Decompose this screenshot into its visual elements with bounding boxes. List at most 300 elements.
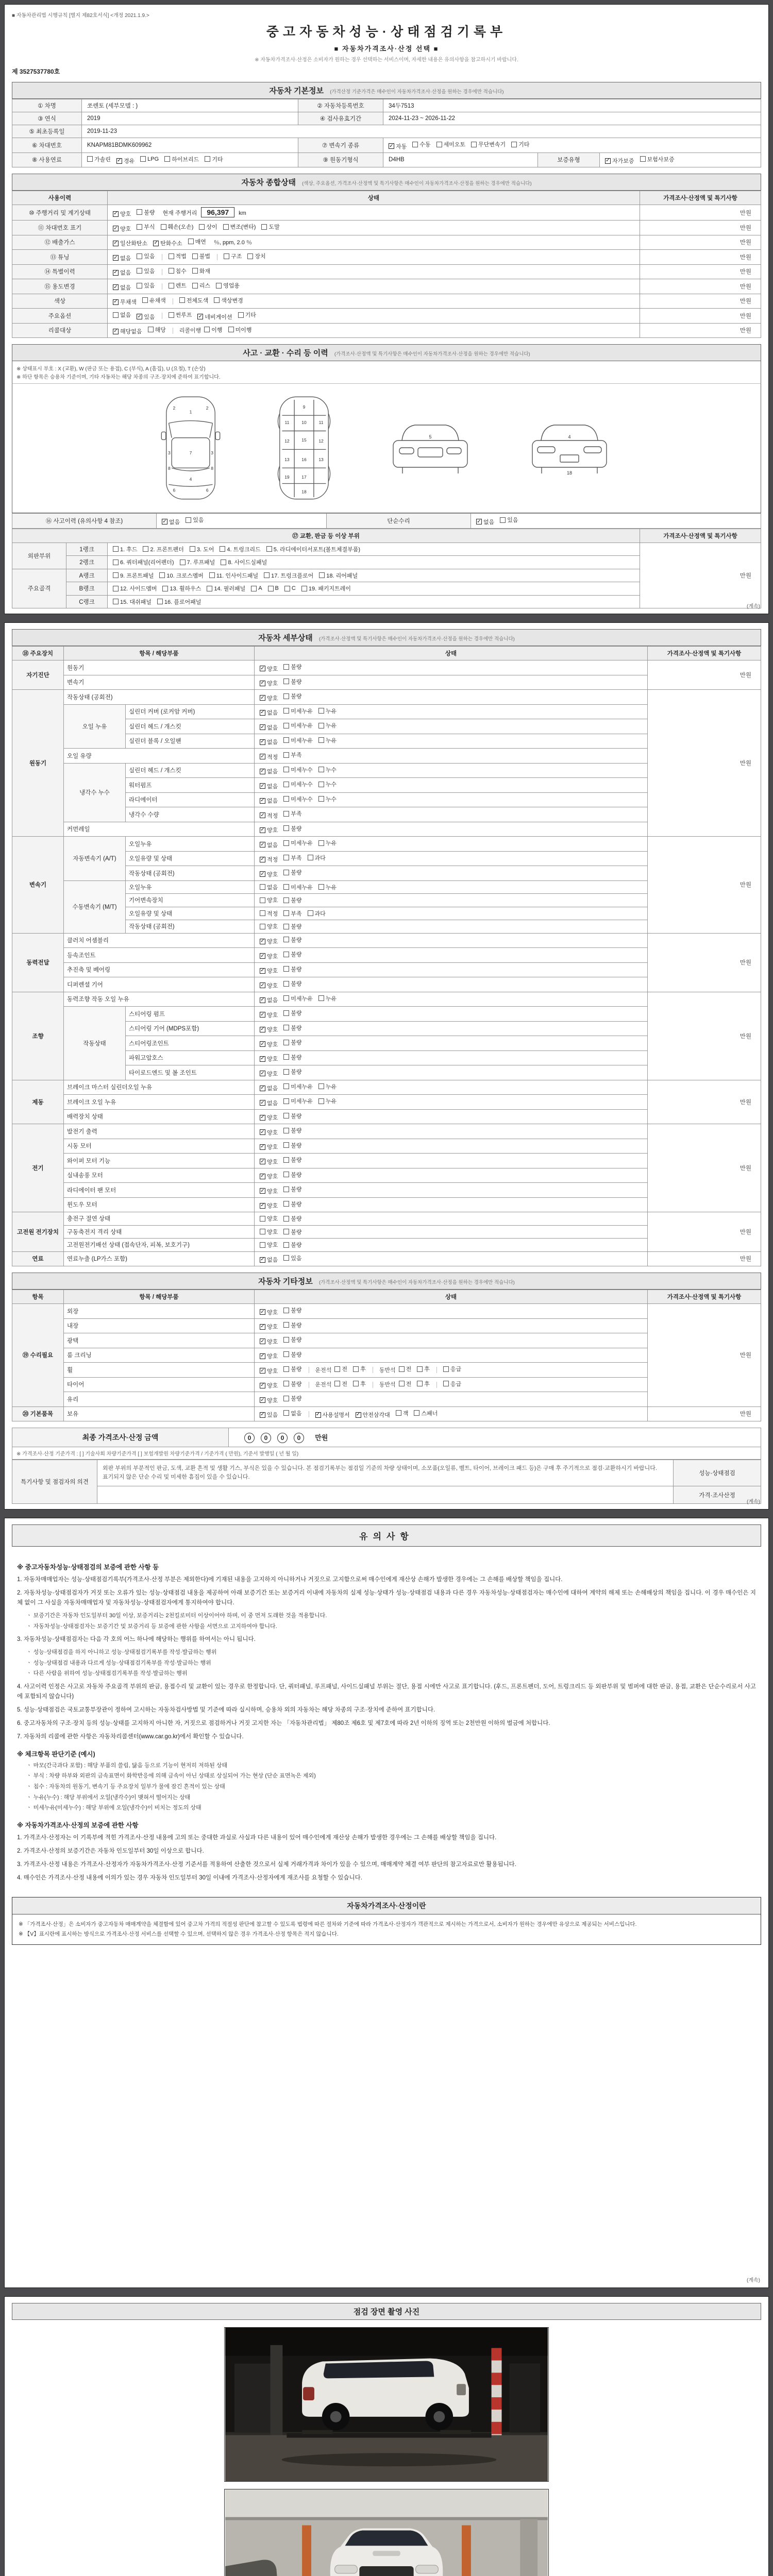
checkbox-8. 사이드실패널[interactable] (221, 558, 267, 566)
checkbox-양호[interactable] (260, 967, 278, 975)
checkbox-네비게이션[interactable] (197, 313, 232, 321)
checkbox-양호[interactable] (260, 1214, 278, 1223)
checkbox-7. 루프패널[interactable] (180, 558, 215, 566)
checkbox-기타[interactable] (205, 155, 223, 163)
checkbox-잭[interactable] (396, 1409, 409, 1417)
checkbox-A[interactable] (251, 585, 262, 591)
checkbox-label: 해당 (155, 327, 166, 333)
checkbox-없음[interactable] (260, 1084, 278, 1092)
checkbox-양호[interactable] (260, 1323, 278, 1331)
checkbox-16. 플로어패널[interactable] (157, 598, 201, 606)
checkbox-불량[interactable] (283, 1053, 301, 1061)
checkbox-해당[interactable] (148, 326, 166, 334)
checkbox-없음[interactable] (113, 283, 131, 292)
checkbox-양호[interactable] (260, 1172, 278, 1180)
checkbox-양호[interactable] (260, 665, 278, 673)
checkbox-미세누유[interactable] (283, 707, 313, 715)
detail-item-label: 브레이크 마스터 실린더오일 누유 (64, 1080, 255, 1095)
checkbox-누유[interactable] (318, 1082, 337, 1091)
detail-group-label: 자기진단 (12, 660, 64, 690)
checkbox-누유[interactable] (318, 1097, 337, 1105)
checkbox-양호[interactable] (260, 870, 278, 878)
checkbox-양호[interactable] (260, 1228, 278, 1236)
checkbox-label: 없음 (267, 783, 278, 790)
checkbox-적정[interactable] (260, 811, 278, 820)
checkbox-있음[interactable] (500, 516, 518, 524)
checkbox-양호[interactable] (260, 1352, 278, 1360)
checkbox-불량[interactable] (137, 208, 155, 216)
checkbox-양호[interactable] (260, 1158, 278, 1166)
checkbox-양호[interactable] (260, 1128, 278, 1137)
detail-item-state (255, 1139, 648, 1154)
checkbox-미세누유[interactable] (283, 1097, 313, 1105)
checkbox-미세누수[interactable] (283, 766, 313, 774)
checkbox-5. 라디에이터서포트(볼트체결부품)[interactable] (266, 545, 360, 553)
checkbox-icon (137, 253, 142, 259)
checkbox-없음[interactable] (260, 841, 278, 849)
checkbox-양호[interactable] (260, 1241, 278, 1249)
price-unit: 만원 (640, 323, 761, 338)
checkbox-누수[interactable] (318, 766, 337, 774)
checkbox-13. 휠하우스[interactable] (162, 584, 201, 592)
checkbox-양호[interactable] (260, 694, 278, 702)
checkbox-자동[interactable] (389, 142, 407, 150)
checkbox-미세누유[interactable] (283, 1082, 313, 1091)
checkbox-불량[interactable] (283, 1365, 301, 1373)
checkbox-미세누유[interactable] (283, 736, 313, 744)
checkbox-label: 불량 (291, 924, 302, 930)
checkbox-구조[interactable] (224, 252, 242, 260)
checkbox-12. 사이드멤버[interactable] (113, 584, 157, 592)
checkbox-icon (318, 767, 324, 772)
checkbox-불량[interactable] (283, 1394, 301, 1402)
checkbox-부족[interactable] (283, 751, 301, 759)
checkbox-과다[interactable] (308, 909, 326, 918)
etc-item-label: 외장 (64, 1304, 255, 1319)
checkbox-전[interactable] (334, 1365, 347, 1373)
checkbox-응급[interactable] (443, 1380, 461, 1388)
checkbox-누유[interactable] (318, 736, 337, 744)
checkbox-불량[interactable] (283, 1200, 301, 1208)
checkbox-불량[interactable] (283, 868, 301, 876)
checkbox-label: 불량 (144, 209, 155, 216)
checkbox-양호[interactable] (260, 896, 278, 904)
overall-row-label: 색상 (12, 294, 108, 309)
checkbox-17. 트렁크플로어[interactable] (264, 571, 313, 580)
checkbox-없음[interactable] (283, 1409, 301, 1417)
checkbox-썬루프[interactable] (169, 311, 192, 319)
checkbox-label: 양호 (267, 666, 278, 672)
checkbox-렌트[interactable] (169, 281, 187, 290)
checkbox-B[interactable] (268, 585, 279, 591)
checkbox-불량[interactable] (283, 1024, 301, 1032)
checkbox-불량[interactable] (283, 1112, 301, 1120)
checkbox-없음[interactable] (113, 254, 131, 262)
checkbox-변조(변타)[interactable] (223, 223, 256, 231)
checkbox-사용설명서[interactable] (315, 1411, 350, 1419)
checkbox-label: 10. 크로스멤버 (166, 572, 204, 579)
checkbox-불량[interactable] (283, 1380, 301, 1388)
checkbox-부족[interactable] (283, 809, 301, 818)
svg-text:3: 3 (211, 450, 213, 455)
checkbox-icon (143, 546, 148, 552)
checkbox-불량[interactable] (283, 1171, 301, 1179)
checkbox-icon (283, 924, 289, 929)
checkbox-icon (266, 546, 272, 552)
checkbox-label: 누수 (325, 796, 337, 803)
checkbox-영업용[interactable] (216, 281, 240, 290)
checkbox-상이[interactable] (199, 223, 217, 231)
checkbox-icon (192, 268, 198, 274)
checkbox-label: 있음 (144, 314, 155, 320)
checkbox-양호[interactable] (260, 1187, 278, 1195)
checkbox-불량[interactable] (283, 1009, 301, 1017)
checkbox-미세누수[interactable] (283, 795, 313, 803)
checkbox-불량[interactable] (283, 1350, 301, 1359)
checkbox-icon (180, 560, 186, 565)
checkbox-있음[interactable] (186, 516, 204, 524)
checkbox-후[interactable] (417, 1365, 430, 1373)
checkbox-없음[interactable] (260, 767, 278, 775)
checkbox-label: 양호 (267, 827, 278, 834)
checkbox-label: 일산화탄소 (120, 241, 148, 247)
checkbox-icon (318, 796, 324, 802)
detail-group-label: 원동기 (12, 690, 64, 837)
checkbox-기타[interactable] (238, 311, 256, 319)
overall-col-state: 상태 (108, 191, 640, 205)
checkbox-응급[interactable] (443, 1365, 461, 1373)
checkbox-후[interactable] (353, 1365, 366, 1373)
checkbox-불량[interactable] (283, 965, 301, 973)
checkbox-icon (283, 1322, 289, 1328)
checkbox-일산화탄소[interactable] (113, 239, 147, 247)
checkbox-양호[interactable] (260, 1040, 278, 1048)
etc-item-state (255, 1348, 648, 1363)
detail-item-label: 스티어링 기어 (MDPS포함) (126, 1021, 255, 1036)
checkbox-icon (500, 517, 506, 523)
checkbox-불량[interactable] (283, 922, 301, 930)
checkbox-불량[interactable] (283, 692, 301, 700)
checkbox-화재[interactable] (192, 267, 210, 275)
checkbox-수동[interactable] (412, 140, 430, 148)
checkbox-가솔린[interactable] (87, 155, 111, 163)
checkbox-세미오토[interactable] (436, 140, 466, 148)
checkbox-불량[interactable] (283, 1038, 301, 1046)
checkbox-매연[interactable] (188, 238, 206, 246)
checkbox-불량[interactable] (283, 1185, 301, 1193)
checkbox-리스[interactable] (192, 281, 210, 290)
etc-item-state (255, 1377, 648, 1392)
checkbox-label: 없음 (120, 255, 131, 262)
checkbox-불법[interactable] (192, 252, 210, 260)
checkbox-icon: ✓ (260, 724, 265, 730)
notice-paragraph: 4. 매수인은 가격조사·산정 내용에 이의가 있는 경우 자동차 인도일부터 30일 이내에 가격조사·산정자에게 재조사를 요청할 수 있습니다. (17, 1874, 362, 1881)
checkbox-적정[interactable] (260, 909, 278, 918)
checkbox-전[interactable] (399, 1365, 412, 1373)
checkbox-label: 불량 (291, 981, 302, 987)
detail-item-label: 고전원전기배선 상태 (접속단자, 피복, 보호기구) (64, 1239, 255, 1252)
checkbox-미세누유[interactable] (283, 883, 313, 891)
checkbox-없음[interactable] (260, 1099, 278, 1107)
checkbox-1. 후드[interactable] (113, 545, 137, 553)
checkbox-icon (209, 572, 215, 578)
checkbox-양호[interactable] (113, 225, 131, 233)
checkbox-label: 훼손(오손) (167, 224, 194, 230)
checkbox-icon: ✓ (260, 871, 265, 877)
checkbox-누유[interactable] (318, 994, 337, 1003)
checkbox-icon (283, 840, 289, 846)
checkbox-없음[interactable] (260, 996, 278, 1004)
checkbox-2. 프론트펜더[interactable] (143, 545, 183, 553)
checkbox-양호[interactable] (260, 1011, 278, 1019)
checkbox-양호[interactable] (260, 922, 278, 930)
checkbox-icon (284, 586, 290, 591)
checkbox-10. 크로스멤버[interactable] (159, 571, 203, 580)
checkbox-미이행[interactable] (228, 326, 252, 334)
checkbox-icon (283, 1255, 289, 1261)
checkbox-14. 필러패널[interactable] (207, 584, 245, 592)
checkbox-색상변경[interactable] (214, 296, 243, 304)
checkbox-미세누유[interactable] (283, 721, 313, 730)
checkbox-icon (207, 586, 212, 591)
checkbox-양호[interactable] (260, 1025, 278, 1033)
checkbox-전[interactable] (334, 1380, 347, 1388)
checkbox-없음[interactable] (260, 723, 278, 732)
opinion-row (12, 1460, 761, 1486)
checkbox-전체도색[interactable] (179, 296, 209, 304)
checkbox-도말[interactable] (261, 223, 279, 231)
checkbox-미세누수[interactable] (283, 780, 313, 788)
detail-item-label: 윈도우 모터 (64, 1197, 255, 1212)
checkbox-label: 양호 (267, 1188, 278, 1195)
checkbox-11. 인사이드패널[interactable] (209, 571, 258, 580)
checkbox-없음[interactable] (476, 518, 494, 526)
checkbox-하이브리드[interactable] (164, 155, 199, 163)
checkbox-icon (318, 1098, 324, 1104)
checkbox-양호[interactable] (260, 937, 278, 945)
checkbox-부식[interactable] (137, 223, 155, 231)
section-overall-label: 자동차 종합상태 (241, 178, 296, 187)
price-unit: 만원 (648, 933, 761, 992)
checkbox-양호[interactable] (260, 826, 278, 834)
checkbox-icon (113, 586, 119, 591)
checkbox-icon (113, 599, 119, 604)
detail-group-label: 연료 (12, 1251, 64, 1266)
checkbox-양호[interactable] (260, 1070, 278, 1078)
checkbox-있음[interactable] (260, 1411, 278, 1419)
page-continue: (계속) (747, 1499, 760, 1505)
checkbox-양호[interactable] (260, 1113, 278, 1122)
checkbox-누유[interactable] (318, 839, 337, 847)
price-unit: 만원 (640, 250, 761, 265)
checkbox-icon (260, 884, 265, 890)
checkbox-불량[interactable] (283, 1067, 301, 1076)
checkbox-icon: ✓ (260, 680, 265, 686)
checkbox-불량[interactable] (283, 896, 301, 904)
checkbox-양호[interactable] (260, 1367, 278, 1375)
checkbox-누유[interactable] (318, 721, 337, 730)
detail-item-state (255, 920, 648, 934)
checkbox-양호[interactable] (260, 981, 278, 990)
checkbox-불량[interactable] (283, 677, 301, 686)
checkbox-있음[interactable] (137, 281, 155, 290)
checkbox-없음[interactable] (260, 796, 278, 805)
checkbox-과다[interactable] (308, 854, 326, 862)
checkbox-icon (318, 1083, 324, 1089)
checkbox-양호[interactable] (260, 1381, 278, 1389)
checkbox-18. 리어패널[interactable] (319, 571, 358, 580)
checkbox-양호[interactable] (260, 1143, 278, 1151)
checkbox-불량[interactable] (283, 1228, 301, 1236)
checkbox-양호[interactable] (260, 1055, 278, 1063)
checkbox-icon: ✓ (260, 841, 265, 848)
checkbox-양호[interactable] (113, 210, 131, 218)
checkbox-기타[interactable] (511, 140, 529, 148)
checkbox-누수[interactable] (318, 780, 337, 788)
checkbox-양호[interactable] (260, 1308, 278, 1316)
checkbox-양호[interactable] (260, 1396, 278, 1404)
checkbox-label: 없음 (267, 997, 278, 1004)
checkbox-없음[interactable] (260, 1256, 278, 1264)
checkbox-3. 도어[interactable] (190, 545, 214, 553)
checkbox-보험사보증[interactable] (640, 155, 675, 163)
checkbox-15. 대쉬패널[interactable] (113, 598, 152, 606)
overall-row-state (108, 250, 640, 265)
checkbox-양호[interactable] (260, 1337, 278, 1346)
checkbox-적정[interactable] (260, 753, 278, 761)
checkbox-없음[interactable] (260, 738, 278, 746)
checkbox-불량[interactable] (283, 1156, 301, 1164)
checkbox-4. 트렁크리드[interactable] (220, 545, 260, 553)
checkbox-없음[interactable] (113, 311, 131, 319)
checkbox-적정[interactable] (260, 855, 278, 863)
checkbox-있음[interactable] (137, 267, 155, 275)
checkbox-LPG[interactable] (140, 156, 159, 162)
checkbox-불량[interactable] (283, 1214, 301, 1223)
checkbox-있음[interactable] (137, 252, 155, 260)
checkbox-icon (113, 560, 119, 565)
checkbox-icon: ✓ (113, 225, 118, 231)
checkbox-없음[interactable] (162, 518, 180, 526)
checkbox-불량[interactable] (283, 936, 301, 944)
checkbox-부족[interactable] (283, 909, 301, 918)
checkbox-후[interactable] (353, 1380, 366, 1388)
opinion-text (97, 1486, 674, 1504)
checkbox-없음[interactable] (260, 883, 278, 891)
checkbox-경유[interactable] (116, 157, 135, 165)
detail-item-state (255, 907, 648, 920)
checkbox-불량[interactable] (283, 979, 301, 988)
checkbox-없음[interactable] (260, 782, 278, 790)
checkbox-불량[interactable] (283, 1126, 301, 1134)
checkbox-전[interactable] (399, 1380, 412, 1388)
checkbox-없음[interactable] (113, 268, 131, 277)
checkbox-label: 불량 (291, 1308, 302, 1314)
checkbox-label: 후 (360, 1366, 366, 1372)
overall-row-label: 리콜대상 (12, 323, 108, 338)
checkbox-icon (228, 327, 234, 332)
checkbox-무단변속기[interactable] (471, 140, 506, 148)
checkbox-19. 패키지트레이[interactable] (301, 584, 351, 592)
checkbox-훼손(오손)[interactable] (161, 223, 194, 231)
checkbox-6. 쿼터패널(리어펜더)[interactable] (113, 558, 174, 566)
detail-col-state: 상태 (255, 647, 648, 660)
checkbox-label: 있음 (144, 253, 155, 260)
checkbox-미세누유[interactable] (283, 994, 313, 1003)
checkbox-누유[interactable] (318, 883, 337, 891)
checkbox-label: 불량 (291, 1025, 302, 1031)
checkbox-미세누유[interactable] (283, 839, 313, 847)
checkbox-불량[interactable] (283, 1141, 301, 1149)
checkbox-icon: ✓ (260, 982, 265, 988)
checkbox-후[interactable] (417, 1380, 430, 1388)
checkbox-양호[interactable] (260, 952, 278, 960)
checkbox-무채색[interactable] (113, 298, 137, 306)
checkbox-불량[interactable] (283, 950, 301, 958)
checkbox-누수[interactable] (318, 795, 337, 803)
checkbox-label: 양호 (120, 211, 131, 217)
checkbox-icon (283, 884, 289, 890)
checkbox-label: 해당없음 (120, 329, 142, 335)
checkbox-icon (283, 679, 289, 684)
checkbox-불량[interactable] (283, 1241, 301, 1249)
checkbox-불량[interactable] (283, 663, 301, 671)
checkbox-유채색[interactable] (142, 296, 166, 304)
checkbox-icon (192, 283, 198, 289)
checkbox-양호[interactable] (260, 1201, 278, 1210)
checkbox-있음[interactable] (137, 313, 155, 321)
checkbox-탄화수소[interactable] (153, 239, 182, 247)
checkbox-없음[interactable] (260, 708, 278, 717)
rank-items (108, 543, 640, 556)
detail-item-label: 실린더 헤드 / 개스킷 (126, 719, 255, 734)
checkbox-9. 프론트패널[interactable] (113, 571, 154, 580)
checkbox-양호[interactable] (260, 679, 278, 687)
checkbox-자가보증[interactable] (605, 157, 634, 165)
checkbox-label: 부족 (291, 811, 302, 817)
checkbox-안전삼각대[interactable] (356, 1411, 390, 1419)
checkbox-불량[interactable] (283, 824, 301, 833)
checkbox-누유[interactable] (318, 707, 337, 715)
checkbox-스패너[interactable] (414, 1409, 438, 1417)
checkbox-불량[interactable] (283, 1306, 301, 1314)
checkbox-icon (247, 253, 253, 259)
checkbox-해당없음[interactable] (113, 327, 142, 335)
checkbox-불량[interactable] (283, 1321, 301, 1329)
checkbox-부족[interactable] (283, 854, 301, 862)
checkbox-icon: ✓ (113, 299, 118, 304)
checkbox-있음[interactable] (283, 1254, 301, 1262)
svg-text:18: 18 (301, 489, 307, 495)
detail-item-label: 오일누유 (126, 880, 255, 894)
checkbox-icon: ✓ (260, 1309, 265, 1315)
checkbox-icon (169, 268, 174, 274)
checkbox-icon: ✓ (260, 1041, 265, 1047)
checkbox-불량[interactable] (283, 1335, 301, 1344)
checkbox-장치[interactable] (247, 252, 265, 260)
checkbox-label: 양호 (267, 968, 278, 974)
checkbox-적법[interactable] (169, 252, 187, 260)
document-number: 제 3527537780호 (12, 68, 60, 75)
exchange-price-header: 가격조사·산정액 및 특기사항 (640, 529, 761, 543)
checkbox-C[interactable] (284, 585, 296, 591)
checkbox-이행[interactable] (204, 326, 222, 334)
checkbox-label: 8. 사이드실패널 (228, 560, 267, 566)
price-unit: 만원 (648, 1080, 761, 1124)
checkbox-icon (283, 855, 289, 860)
checkbox-icon (283, 737, 289, 743)
checkbox-침수[interactable] (169, 267, 187, 275)
